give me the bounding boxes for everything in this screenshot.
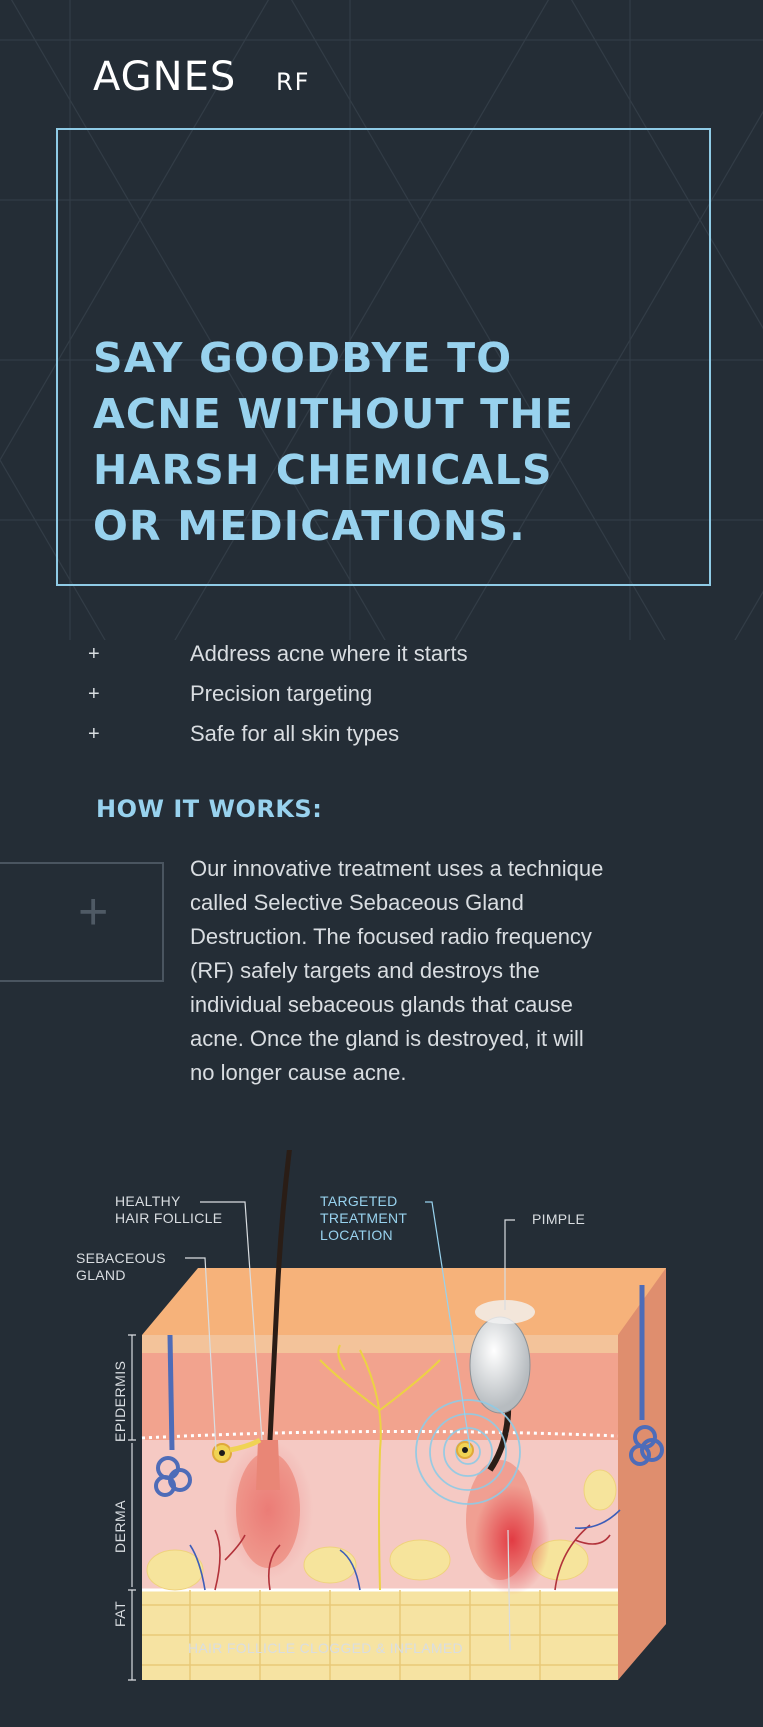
benefit-item [88,634,688,674]
hero-headline [93,330,693,554]
description-line: Our innovative treatment uses a technique [190,856,604,881]
pimple [470,1317,530,1413]
headline-line: HARSH CHEMICALS [93,446,553,494]
benefit-text: Precision targeting [190,681,373,706]
headline-line: SAY GOODBYE TO [93,334,513,382]
skin-cross-section-diagram [0,1150,763,1710]
benefit-text: Address acne where it starts [190,641,468,666]
description-line: Destruction. The focused radio frequency [190,924,592,949]
logo-wordmark: AGNES [93,54,237,100]
plus-icon: + [78,883,109,941]
plus-icon: + [88,722,100,745]
label-sebaceous-gland: SEBACEOUS GLAND [76,1250,166,1283]
benefits-list [88,634,688,754]
label-targeted-treatment-location: TARGETED TREATMENT LOCATION [320,1193,408,1243]
headline-line: OR MEDICATIONS. [93,502,526,550]
description-line: called Selective Sebaceous Gland [190,890,524,915]
description-line: (RF) safely targets and destroys the [190,958,540,983]
description-line: individual sebaceous glands that cause [190,992,573,1017]
description-line: no longer cause acne. [190,1060,407,1085]
skin-top-surface [142,1268,666,1335]
agnes-rf-logo [93,52,373,102]
label-hair-follicle-clogged: HAIR FOLLICLE CLOGGED & INFLAMED [188,1640,463,1656]
plus-icon: + [88,682,100,705]
plus-icon: + [88,642,100,665]
sweat-gland [170,1335,172,1450]
description-line: acne. Once the gland is destroyed, it will [190,1026,584,1051]
epidermis-layer [142,1335,618,1353]
headline-line: ACNE WITHOUT THE [93,390,575,438]
label-healthy-hair-follicle: HEALTHY HAIR FOLLICLE [115,1193,223,1226]
decorative-plus-frame [0,862,164,982]
benefit-text: Safe for all skin types [190,721,400,746]
label-derma: DERMA [112,1499,128,1553]
label-fat: FAT [112,1600,128,1627]
benefit-item [88,714,688,754]
logo-suffix: RF [276,68,311,96]
how-it-works-title: HOW IT WORKS: [96,795,323,823]
benefit-item [88,674,688,714]
label-pimple: PIMPLE [532,1211,586,1227]
how-it-works-description [190,852,670,1090]
label-epidermis: EPIDERMIS [112,1360,128,1442]
